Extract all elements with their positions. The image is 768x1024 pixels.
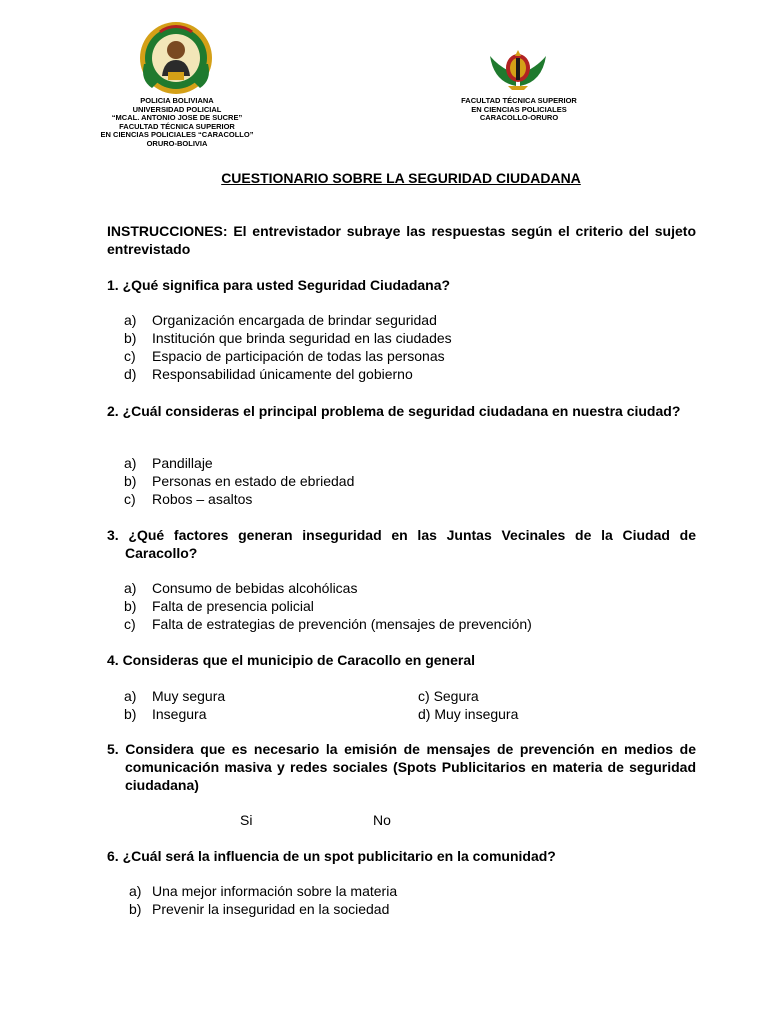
question-2: 2. ¿Cuál consideras el principal problema de seguridad ciudadana en nuestra ciudad? <box>107 403 681 419</box>
option[interactable]: d) Muy insegura <box>418 706 519 722</box>
option[interactable]: a) Consumo de bebidas alcohólicas <box>124 580 358 596</box>
question-2-options <box>124 454 354 508</box>
instructions: INSTRUCCIONES: El entrevistador subraye las respuestas según el criterio del sujeto entrevistado <box>107 223 696 257</box>
option[interactable]: a) Muy segura <box>124 688 226 704</box>
faculty-crest-logo <box>486 46 550 92</box>
question-4-options-right <box>418 687 518 723</box>
option[interactable]: c) Segura <box>418 688 479 704</box>
header-right-line: FACULTAD TÉCNICA SUPERIOR <box>461 96 577 105</box>
question-1-options <box>124 311 452 383</box>
option[interactable]: a) Pandillaje <box>124 455 213 471</box>
question-4: 4. Consideras que el municipio de Caracollo en general <box>107 652 475 668</box>
option[interactable]: d) Responsabilidad únicamente del gobierno <box>124 366 413 382</box>
header-left-line: FACULTAD TÉCNICA SUPERIOR <box>119 121 235 131</box>
option[interactable]: a) Una mejor información sobre la materia <box>129 883 398 899</box>
option[interactable]: a) Organización encargada de brindar seguridad <box>124 312 437 328</box>
option[interactable]: b) Personas en estado de ebriedad <box>124 473 355 489</box>
option[interactable]: b) Insegura <box>124 706 207 722</box>
university-seal-logo <box>138 20 214 96</box>
question-3-options <box>124 579 532 633</box>
page-title: CUESTIONARIO SOBRE LA SEGURIDAD CIUDADANA <box>221 170 581 186</box>
header-left-line: UNIVERSIDAD POLICIAL <box>132 104 222 114</box>
option[interactable]: c) Robos – asaltos <box>124 491 253 507</box>
option-no[interactable]: No <box>373 812 391 828</box>
header-right-text <box>444 97 594 123</box>
option[interactable]: c) Falta de estrategias de prevención (mensajes de prevención) <box>124 616 532 632</box>
question-4-options-left <box>124 687 225 723</box>
option[interactable]: c) Espacio de participación de todas las personas <box>124 348 445 364</box>
question-6: 6. ¿Cuál será la influencia de un spot publicitario en la comunidad? <box>107 848 556 864</box>
question-5: 5. Considera que es necesario la emisión de mensajes de prevención en medios de comunicación masiva y redes sociales (Spots Publicitarios en materia de seguridad ciudadana) <box>107 741 696 793</box>
option[interactable]: b) Institución que brinda seguridad en las ciudades <box>124 330 452 346</box>
header-left-text <box>97 97 257 149</box>
header-right-line: EN CIENCIAS POLICIALES <box>471 104 567 114</box>
question-1: 1. ¿Qué significa para usted Seguridad Ciudadana? <box>107 277 451 293</box>
option[interactable]: b) Falta de presencia policial <box>124 598 314 614</box>
option[interactable]: b) Prevenir la inseguridad en la sociedad <box>129 901 390 917</box>
header-left-line: EN CIENCIAS POLICIALES “CARACOLLO” <box>100 130 254 140</box>
header-left-line: POLICIA BOLIVIANA <box>140 96 214 105</box>
question-3: 3. ¿Qué factores generan inseguridad en las Juntas Vecinales de la Ciudad de Caracollo? <box>107 527 696 561</box>
header-left-line: ORURO-BOLIVIA <box>146 138 208 148</box>
option-si[interactable]: Si <box>240 812 253 828</box>
question-6-options <box>129 882 397 918</box>
header-right-line: CARACOLLO-ORURO <box>479 113 559 123</box>
header-left-line: “MCAL. ANTONIO JOSE DE SUCRE” <box>111 113 243 123</box>
